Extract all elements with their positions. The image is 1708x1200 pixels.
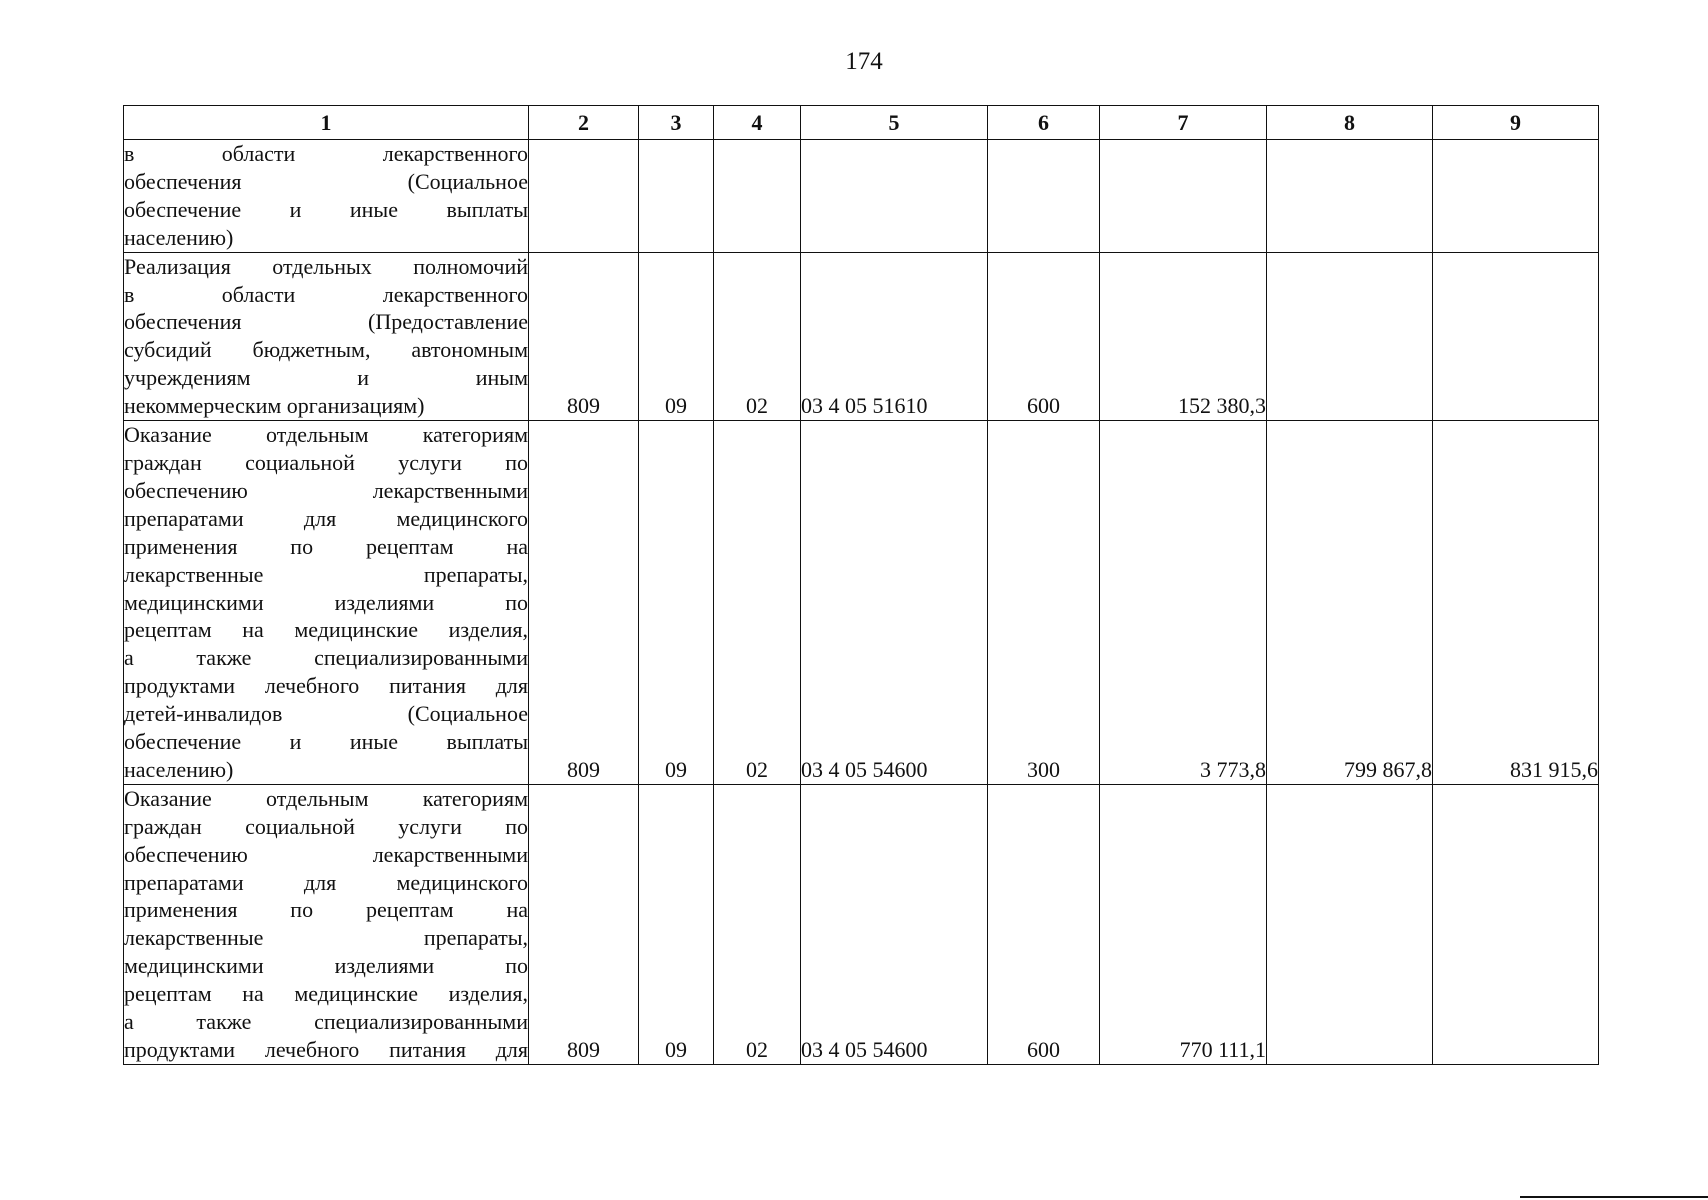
description-line: лекарственные препараты, [124,925,528,951]
col-header-2: 2 [529,106,639,140]
ministry-code-cell: 809 [529,784,639,1064]
description-line: Оказание отдельным категориям [124,785,528,811]
expense-type-cell: 300 [988,421,1100,785]
description-line: субсидий бюджетным, автономным [124,337,528,363]
description-line: а также специализированными [124,645,528,671]
amount-col9-cell [1433,252,1599,420]
table-row [124,784,1599,1064]
description-line: а также специализированными [124,1009,528,1035]
description-line: препаратами для медицинского [124,505,528,531]
amount-col7-cell: 152 380,3 [1100,252,1267,420]
col-header-5: 5 [801,106,988,140]
description-line: обеспечение и иные выплаты [124,196,528,222]
amount-col8-cell [1267,784,1433,1064]
col-header-1: 1 [124,106,529,140]
description-line: некоммерческим организациям) [124,393,425,419]
description-line: обеспечения (Предоставление [124,309,528,335]
ministry-code-cell: 809 [529,421,639,785]
row-description [124,252,529,420]
description-line: обеспечению лекарственными [124,477,528,503]
description-line: Реализация отдельных полномочий [124,253,528,279]
ministry-code-cell [529,140,639,253]
expense-type-cell: 600 [988,252,1100,420]
row-description [124,784,529,1064]
table-row [124,252,1599,420]
expense-type-cell: 600 [988,784,1100,1064]
col-header-4: 4 [714,106,801,140]
section-code-cell: 09 [639,421,714,785]
description-line: в области лекарственного [124,141,528,166]
description-line: рецептам на медицинские изделия, [124,981,528,1007]
row-description [124,140,529,253]
subsection-code-cell: 02 [714,784,801,1064]
description-line: обеспечению лекарственными [124,841,528,867]
col-header-8: 8 [1267,106,1433,140]
description-line: применения по рецептам на [124,897,528,923]
description-line: обеспечение и иные выплаты [124,729,528,755]
description-line: лекарственные препараты, [124,561,528,587]
description-line: обеспечения (Социальное [124,168,528,194]
amount-col9-cell [1433,784,1599,1064]
target-article-cell: 03 4 05 54600 [801,421,988,785]
amount-col9-cell [1433,140,1599,253]
subsection-code-cell [714,140,801,253]
description-line: граждан социальной услуги по [124,449,528,475]
col-header-9: 9 [1433,106,1599,140]
description-line: продуктами лечебного питания для [124,673,528,699]
description-line: медицинскими изделиями по [124,589,528,615]
section-code-cell: 09 [639,252,714,420]
amount-col7-cell [1100,140,1267,253]
section-code-cell: 09 [639,784,714,1064]
row-description [124,421,529,785]
expense-type-cell [988,140,1100,253]
table-row [124,421,1599,785]
amount-col7-cell: 3 773,8 [1100,421,1267,785]
amount-col7-cell: 770 111,1 [1100,784,1267,1064]
description-line: детей-инвалидов (Социальное [124,701,528,727]
section-code-cell [639,140,714,253]
amount-col8-cell: 799 867,8 [1267,421,1433,785]
description-line: граждан социальной услуги по [124,813,528,839]
header-row [124,106,1599,140]
page-number: 174 [845,48,883,75]
description-line: рецептам на медицинские изделия, [124,617,528,643]
col-header-7: 7 [1100,106,1267,140]
amount-col8-cell [1267,252,1433,420]
bottom-rule [1520,1196,1708,1198]
description-line: препаратами для медицинского [124,869,528,895]
subsection-code-cell: 02 [714,252,801,420]
amount-col9-cell: 831 915,6 [1433,421,1599,785]
description-line: продуктами лечебного питания для [124,1037,528,1062]
subsection-code-cell: 02 [714,421,801,785]
target-article-cell [801,140,988,253]
description-line: учреждениям и иным [124,365,528,391]
description-line: населению) [124,224,234,250]
amount-col8-cell [1267,140,1433,253]
col-header-3: 3 [639,106,714,140]
target-article-cell: 03 4 05 54600 [801,784,988,1064]
col-header-6: 6 [988,106,1100,140]
budget-table [123,105,1599,1065]
description-line: населению) [124,756,234,782]
table-row [124,140,1599,253]
target-article-cell: 03 4 05 51610 [801,252,988,420]
description-line: медицинскими изделиями по [124,953,528,979]
description-line: в области лекарственного [124,281,528,307]
description-line: Оказание отдельным категориям [124,422,528,448]
description-line: применения по рецептам на [124,533,528,559]
ministry-code-cell: 809 [529,252,639,420]
